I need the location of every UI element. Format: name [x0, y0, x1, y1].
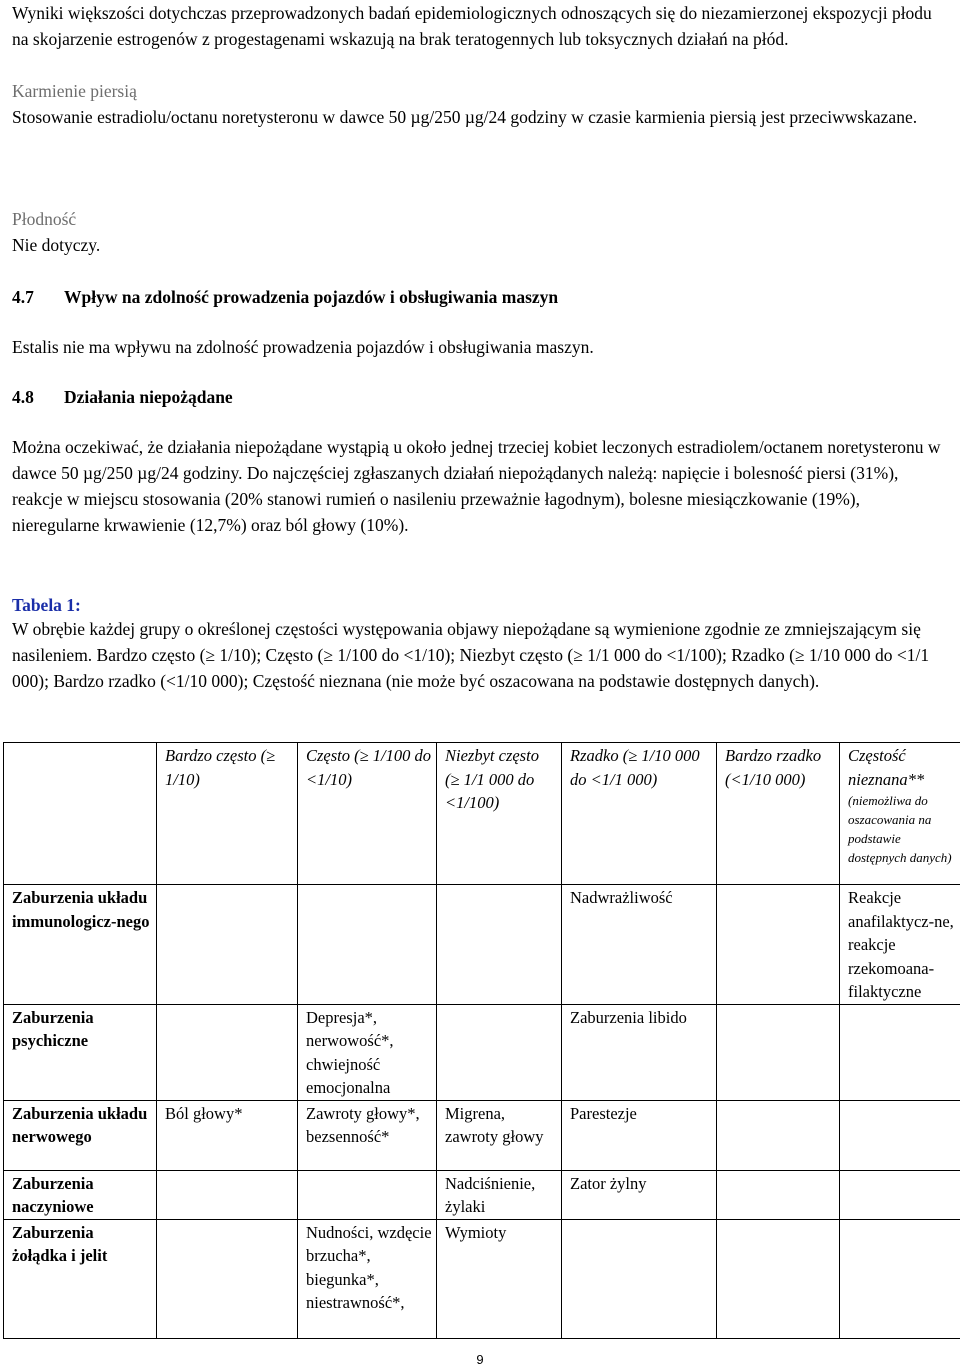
table-cell: Zaburzenia libido — [562, 1004, 717, 1100]
table-cell — [157, 1004, 298, 1100]
adverse-effects-table — [3, 742, 960, 1339]
header-cell: Rzadko (≥ 1/10 000 do <1/1 000) — [562, 743, 717, 885]
unknown-frequency-note: (niemożliwa do oszacowania na podstawie dostępnych danych) — [848, 793, 952, 865]
table-intro-text: W obrębie każdej grupy o określonej częstości występowania objawy niepożądane są wymienione zgodnie ze zmniejszającym się nasileniem. Bardzo często (≥ 1/10); Często (≥ 1/100 do <1/10); Niezbyt często (≥ 1/1 000 do <1/100); Rzadko (≥ 1/10 000 do <1/1 000); Bardzo rzadko (<1/10 000); Częstość nieznana (nie może być oszacowana na podstawie dostępnych danych). — [12, 619, 930, 691]
fertility-heading: Płodność — [12, 209, 77, 229]
table-row — [4, 1219, 960, 1338]
section-4-8-text: Można oczekiwać, że działania niepożądane wystąpią u około jednej trzeciej kobiet leczonych estradiolem/octanem noretysteronu w dawce 50 µg/250 µg/24 godziny. Do najczęściej zgłaszanych działań niepożądanych należą: napięcie i bolesność piersi (31%), reakcje w miejscu stosowania (20% stanowi rumień o nasileniu przeważnie łagodnym), bolesne miesiączkowanie (19%), nieregularne krwawienie (12,7%) oraz ból głowy (10%). — [12, 437, 941, 535]
table-cell: Depresja*, nerwowość*, chwiejność emocjonalna — [298, 1004, 437, 1100]
header-cell-label: Częstość nieznana** — [848, 746, 925, 789]
table-row — [4, 1100, 960, 1170]
table-cell: Reakcje anafilaktycz-ne, reakcje rzekomoana-filaktyczne — [840, 885, 960, 1005]
section-title: Wpływ na zdolność prowadzenia pojazdów i obsługiwania maszyn — [64, 287, 559, 307]
table-cell: Zaburzenia żołądka i jelit — [4, 1219, 157, 1338]
table-row — [4, 885, 960, 1005]
section-number: 4.7 — [12, 287, 34, 307]
table-row — [4, 1004, 960, 1100]
section-4-7-heading — [12, 284, 950, 310]
table-cell — [840, 1170, 960, 1219]
table-cell: Nadwrażliwość — [562, 885, 717, 1005]
table-cell — [562, 1219, 717, 1338]
table-cell — [437, 1004, 562, 1100]
table-cell: Nudności, wzdęcie brzucha*, biegunka*, niestrawność*, — [298, 1219, 437, 1338]
table-cell — [437, 885, 562, 1005]
table-cell: Parestezje — [562, 1100, 717, 1170]
table-cell — [717, 1219, 840, 1338]
breastfeeding-text: Stosowanie estradiolu/octanu noretysteronu w dawce 50 µg/250 µg/24 godziny w czasie karmienia piersią jest przeciwwskazane. — [12, 107, 918, 127]
header-cell: Często (≥ 1/100 do <1/10) — [298, 743, 437, 885]
header-cell — [4, 743, 157, 885]
table-cell — [840, 1004, 960, 1100]
section-4-8-heading — [12, 384, 950, 410]
table-label: Tabela 1: — [12, 595, 81, 615]
header-cell — [840, 743, 960, 885]
section-4-7-text: Estalis nie ma wpływu na zdolność prowadzenia pojazdów i obsługiwania maszyn. — [12, 337, 594, 357]
table-cell: Zaburzenia układu nerwowego — [4, 1100, 157, 1170]
table-cell: Zawroty głowy*, bezsenność* — [298, 1100, 437, 1170]
table-cell: Ból głowy* — [157, 1100, 298, 1170]
table-row — [4, 1170, 960, 1219]
section-title: Działania niepożądane — [64, 387, 233, 407]
table-cell — [717, 1170, 840, 1219]
table-cell: Wymioty — [437, 1219, 562, 1338]
table-cell — [157, 1170, 298, 1219]
section-number: 4.8 — [12, 387, 34, 407]
page-number: 9 — [476, 1352, 484, 1367]
table-cell: Nadciśnienie, żylaki — [437, 1170, 562, 1219]
table-cell — [717, 1004, 840, 1100]
table-cell: Zaburzenia psychiczne — [4, 1004, 157, 1100]
table-cell — [717, 885, 840, 1005]
breastfeeding-heading: Karmienie piersią — [12, 81, 137, 101]
table-cell: Zaburzenia układu immunologicz-nego — [4, 885, 157, 1005]
table-cell — [298, 885, 437, 1005]
table-header-row — [4, 743, 960, 885]
header-cell: Bardzo często (≥ 1/10) — [157, 743, 298, 885]
table-cell — [717, 1100, 840, 1170]
table-cell — [840, 1100, 960, 1170]
header-cell: Bardzo rzadko (<1/10 000) — [717, 743, 840, 885]
header-cell: Niezbyt często (≥ 1/1 000 do <1/100) — [437, 743, 562, 885]
table-cell — [157, 1219, 298, 1338]
table-cell — [157, 885, 298, 1005]
table-cell: Zaburzenia naczyniowe — [4, 1170, 157, 1219]
fertility-text: Nie dotyczy. — [12, 235, 101, 255]
intro-paragraph: Wyniki większości dotychczas przeprowadzonych badań epidemiologicznych odnoszących się do niezamierzonej ekspozycji płodu na skojarzenie estrogenów z progestagenami wskazują na brak teratogennych lub toksycznych działań na płód. — [12, 3, 932, 49]
table-cell: Zator żylny — [562, 1170, 717, 1219]
table-cell — [840, 1219, 960, 1338]
table-cell: Migrena, zawroty głowy — [437, 1100, 562, 1170]
table-cell — [298, 1170, 437, 1219]
